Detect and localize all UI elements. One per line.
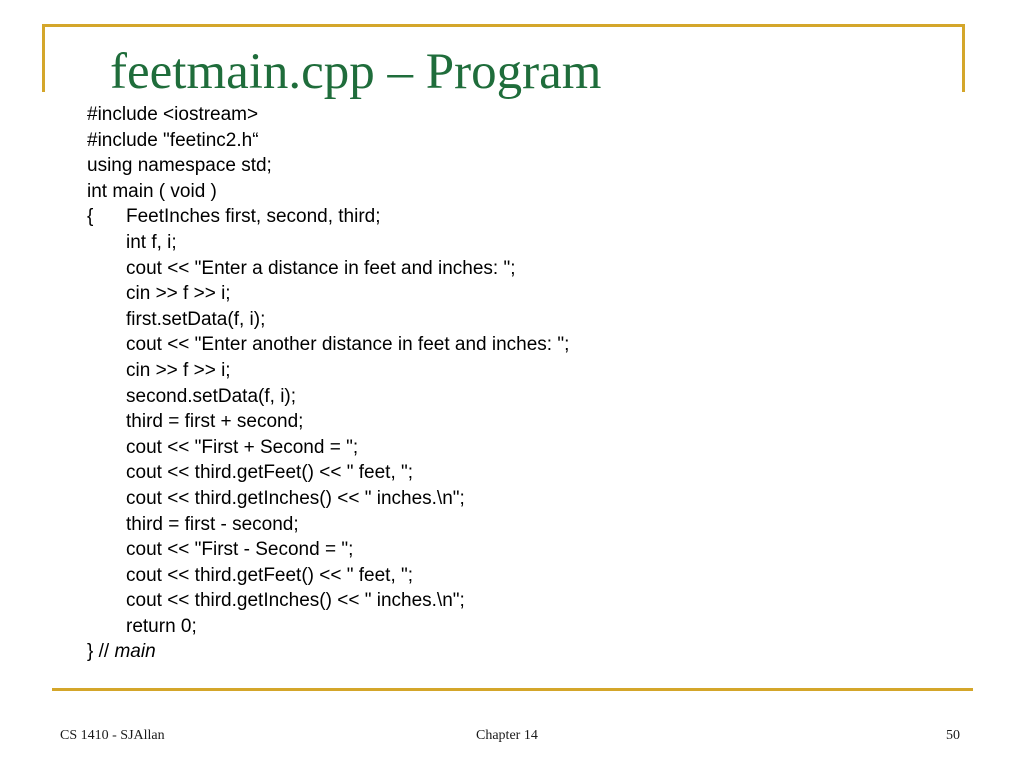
footer-page-number: 50 xyxy=(946,728,960,743)
code-line: cout << "First - Second = "; xyxy=(126,539,354,561)
code-line: second.setData(f, i); xyxy=(126,385,297,407)
frame-left-rule xyxy=(42,24,45,92)
code-line-close-brace xyxy=(87,639,569,665)
code-line: return 0; xyxy=(126,615,197,637)
footer-chapter: Chapter 14 xyxy=(476,728,538,743)
code-line: int main ( void ) xyxy=(87,180,217,202)
code-line: int f, i; xyxy=(126,231,177,253)
close-brace: } // xyxy=(87,641,110,663)
code-line: using namespace std; xyxy=(87,155,272,177)
code-line: cin >> f >> i; xyxy=(126,359,231,381)
code-line-text: FeetInches first, second, third; xyxy=(126,206,381,228)
slide-title: feetmain.cpp – Program xyxy=(110,44,602,100)
code-line: cout << "Enter another distance in feet and inches: "; xyxy=(126,334,570,356)
closing-comment: main xyxy=(114,641,156,663)
open-brace: { xyxy=(87,206,94,228)
code-line: cout << "Enter a distance in feet and inches: "; xyxy=(126,257,516,279)
code-line: cin >> f >> i; xyxy=(126,283,231,305)
code-line: cout << third.getInches() << " inches.\n"; xyxy=(126,487,465,509)
frame-bottom-rule xyxy=(52,688,973,691)
code-line: cout << "First + Second = "; xyxy=(126,436,359,458)
code-line: cout << third.getInches() << " inches.\n"; xyxy=(126,590,465,612)
frame-top-rule xyxy=(42,24,963,27)
code-line: cout << third.getFeet() << " feet, "; xyxy=(126,564,414,586)
frame-right-rule xyxy=(962,24,965,92)
code-line: cout << third.getFeet() << " feet, "; xyxy=(126,462,414,484)
code-listing xyxy=(87,102,569,665)
code-line: third = first + second; xyxy=(126,411,304,433)
code-line: #include <iostream> xyxy=(87,104,259,125)
footer-course: CS 1410 - SJAllan xyxy=(60,728,165,743)
code-line-open-brace xyxy=(87,204,569,230)
code-line: third = first - second; xyxy=(126,513,299,535)
code-line: #include "feetinc2.h“ xyxy=(87,129,259,151)
code-line: first.setData(f, i); xyxy=(126,308,266,330)
